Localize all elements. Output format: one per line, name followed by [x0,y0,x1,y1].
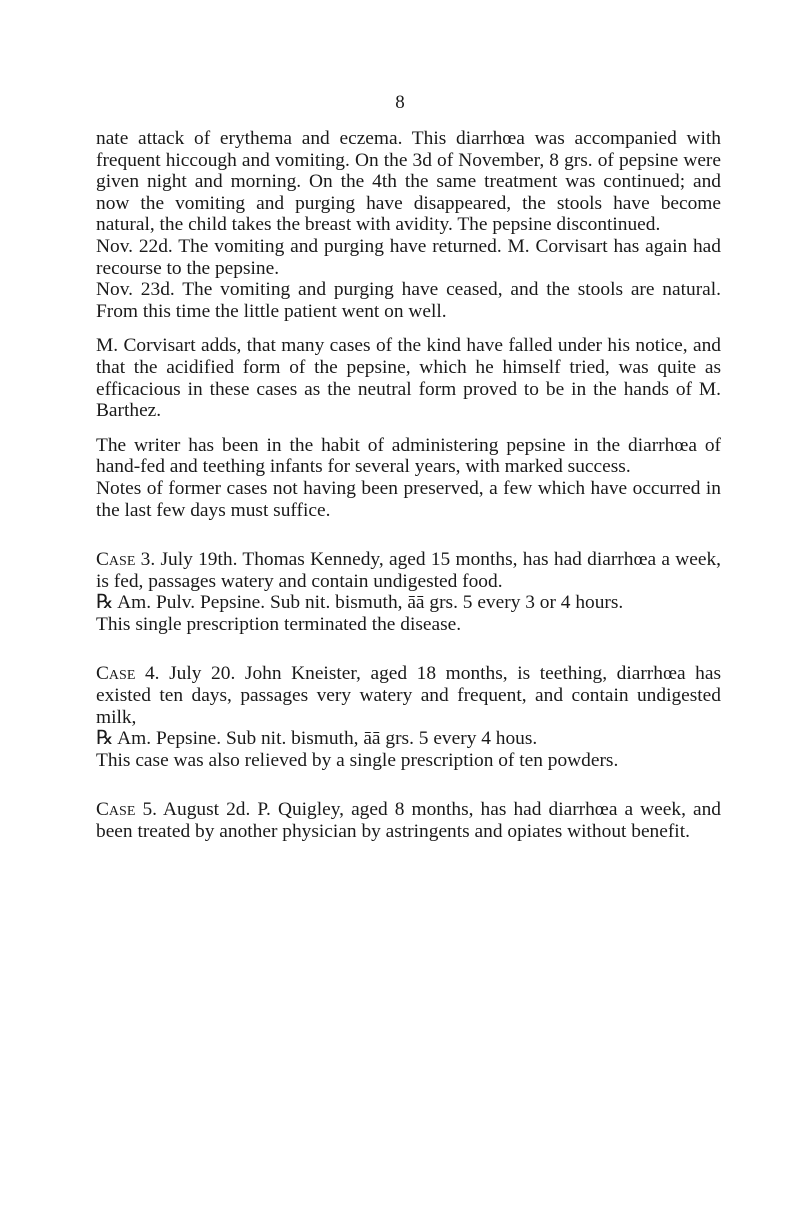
case-3-outcome: This single prescription terminated the disease. [96,613,462,635]
case-5-intro [96,799,721,842]
case-4-prescription: ℞ Am. Pepsine. Sub nit. bismuth, āā grs. 5 every 4 hous. [96,728,538,750]
case-3-label: Case 3. [96,549,156,571]
case-3-intro [96,549,721,592]
case-4-intro-text: July 20. John Kneister, aged 18 months, is teething, diarrhœa has existed ten days, passages very watery and frequent, and contain undigested milk, [96,663,722,728]
paragraph: Notes of former cases not having been preserved, a few which have occurred in the last few days must suffice. [96,477,721,521]
case-4-intro [96,663,721,728]
page-body [96,128,721,843]
case-4-outcome: This case was also relieved by a single prescription of ten powders. [96,749,619,771]
page-number: 8 [395,92,405,113]
paragraph: The writer has been in the habit of administering pepsine in the diarrhœa of hand-fed and teething infants for several years, with marked success. [96,434,721,478]
case-5-intro-text: August 2d. P. Quigley, aged 8 months, has had diarrhœa a week, and been treated by another physician by astringents and opiates without benefit. [96,799,721,843]
case-3-prescription: ℞ Am. Pulv. Pepsine. Sub nit. bismuth, āā grs. 5 every 3 or 4 hours. [96,592,624,614]
paragraph: nate attack of erythema and eczema. This diarrhœa was accompanied with frequent hiccough and vomiting. On the 3d of November, 8 grs. of pepsine were given night and morning. On the 4th the same treatment was continued; and now the vomiting and purging have disappeared, the stools have become natural, the child takes the breast with avidity. The pepsine discontinued. [96,128,721,236]
paragraph: Nov. 22d. The vomiting and purging have returned. M. Corvisart has again had recourse to the pepsine. [96,235,721,279]
paragraph: M. Corvisart adds, that many cases of the kind have falled under his notice, and that the acidified form of the pepsine, which he himself tried, was quite as efficacious in these cases as the neutral form proved to be in the hands of M. Barthez. [96,335,721,422]
paragraph: Nov. 23d. The vomiting and purging have ceased, and the stools are natural. From this time the little patient went on well. [96,279,721,322]
case-4-label: Case 4. [96,663,160,685]
case-5-label: Case 5. [96,799,157,821]
case-3-intro-text: July 19th. Thomas Kennedy, aged 15 months, has had diarrhœa a week, is fed, passages watery and contain undigested food. [96,549,721,592]
